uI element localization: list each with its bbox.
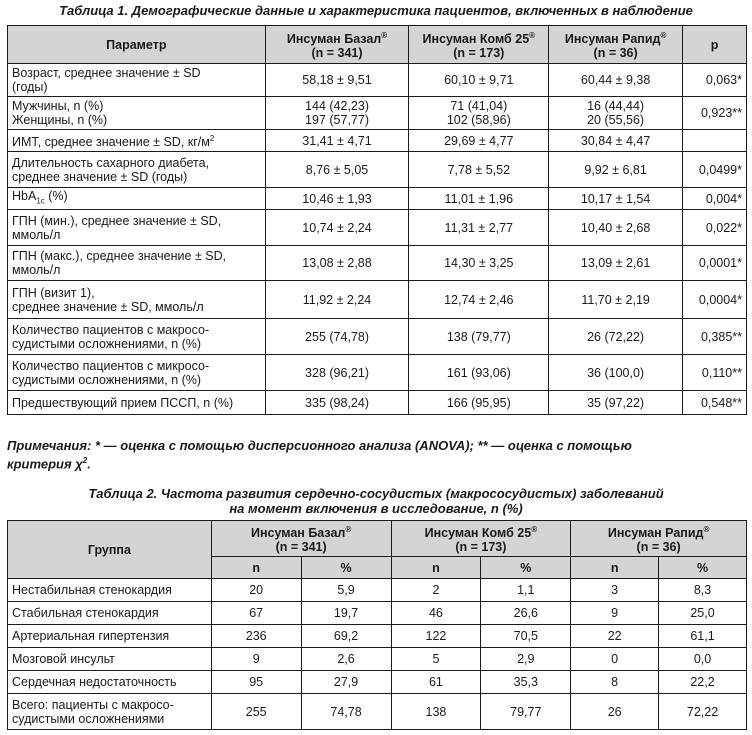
- table-row: Предшествующий прием ПССП, n (%) 335 (98,24) 166 (95,95) 35 (97,22) 0,548**: [8, 391, 747, 415]
- table-row: Нестабильная стенокардия 20 5,9 2 1,1 3 8,3: [8, 579, 747, 602]
- header-rapid-n: n: [571, 557, 659, 579]
- header-p: p: [683, 26, 747, 64]
- table-row: Артериальная гипертензия 236 69,2 122 70,5 22 61,1: [8, 625, 747, 648]
- table-row: ГПН (макс.), среднее значение ± SD, ммоль/л 13,08 ± 2,88 14,30 ± 3,25 13,09 ± 2,61 0,0001*: [8, 246, 747, 281]
- header-basal-pct: %: [301, 557, 391, 579]
- table2-header-row: [8, 521, 747, 557]
- table1-header-row: [8, 26, 747, 64]
- table-row: Мужчины, n (%) Женщины, n (%) 144 (42,23) 197 (57,77) 71 (41,04) 102 (58,96) 16 (44,44) 20 (55,56) 0,923**: [8, 97, 747, 130]
- header-komb-n: n: [391, 557, 481, 579]
- header-basal: Инсуман Базал® (n = 341): [211, 521, 391, 557]
- header-komb: Инсуман Комб 25® (n = 173): [409, 26, 549, 64]
- table-row: Всего: пациенты с макросо- судистыми осложнениями 255 74,78 138 79,77 26 72,22: [8, 694, 747, 730]
- table-row: ГПН (визит 1), среднее значение ± SD, ммоль/л 11,92 ± 2,24 12,74 ± 2,46 11,70 ± 2,19 0,0004*: [8, 281, 747, 319]
- table-row: ИМТ, среднее значение ± SD, $кг/м^2$ 31,41 ± 4,71 29,69 ± 4,77 30,84 ± 4,47: [8, 130, 747, 152]
- header-komb-pct: %: [481, 557, 571, 579]
- table-row: ГПН (мин.), среднее значение ± SD, ммоль/л 10,74 ± 2,24 11,31 ± 2,77 10,40 ± 2,68 0,022*: [8, 210, 747, 246]
- table-row: HbA$_{1c}$ (%) 10,46 ± 1,93 11,01 ± 1,96 10,17 ± 1,54 0,004*: [8, 188, 747, 210]
- header-group: Группа: [8, 521, 212, 579]
- table1-caption: Таблица 1. Демографические данные и характеристика пациентов, включенных в наблюдение: [59, 3, 693, 18]
- table-row: Возраст, среднее значение ± SD (годы) 58,18 ± 9,51 60,10 ± 9,71 60,44 ± 9,38 0,063*: [8, 64, 747, 97]
- table-row: Мозговой инсульт 9 2,6 5 2,9 0 0,0: [8, 648, 747, 671]
- table-row: Количество пациентов с микросо- судистыми осложнениями, n (%) 328 (96,21) 161 (93,06) 36 (100,0) 0,110**: [8, 355, 747, 391]
- table-row: Длительность сахарного диабета, среднее значение ± SD (годы) 8,76 ± 5,05 7,78 ± 5,52 9,92 ± 6,81 0,0499*: [8, 152, 747, 188]
- table-row: Количество пациентов с макросо- судистыми осложнениями, n (%) 255 (74,78) 138 (79,77) 26 (72,22) 0,385**: [8, 319, 747, 355]
- table1-notes: Примечания: * — оценка с помощью дисперсионного анализа (ANOVA); ** — оценка с помощью критерия $\chi^2$.: [7, 438, 632, 472]
- header-basal-n: n: [211, 557, 301, 579]
- header-rapid: Инсуман Рапид® (n = 36): [549, 26, 683, 64]
- demographics-table: [7, 25, 747, 415]
- header-rapid: Инсуман Рапид® (n = 36): [571, 521, 747, 557]
- cardiovascular-table: [7, 520, 747, 730]
- header-komb: Инсуман Комб 25® (n = 173): [391, 521, 571, 557]
- header-rapid-pct: %: [659, 557, 747, 579]
- table2-caption: Таблица 2. Частота развития сердечно-сосудистых (макрососудистых) заболеваний на момент включения в исследование, n (%): [88, 486, 664, 516]
- header-parameter: Параметр: [8, 26, 266, 64]
- table-row: Стабильная стенокардия 67 19,7 46 26,6 9 25,0: [8, 602, 747, 625]
- table-row: Сердечная недостаточность 95 27,9 61 35,3 8 22,2: [8, 671, 747, 694]
- header-basal: Инсуман Базал® (n = 341): [265, 26, 409, 64]
